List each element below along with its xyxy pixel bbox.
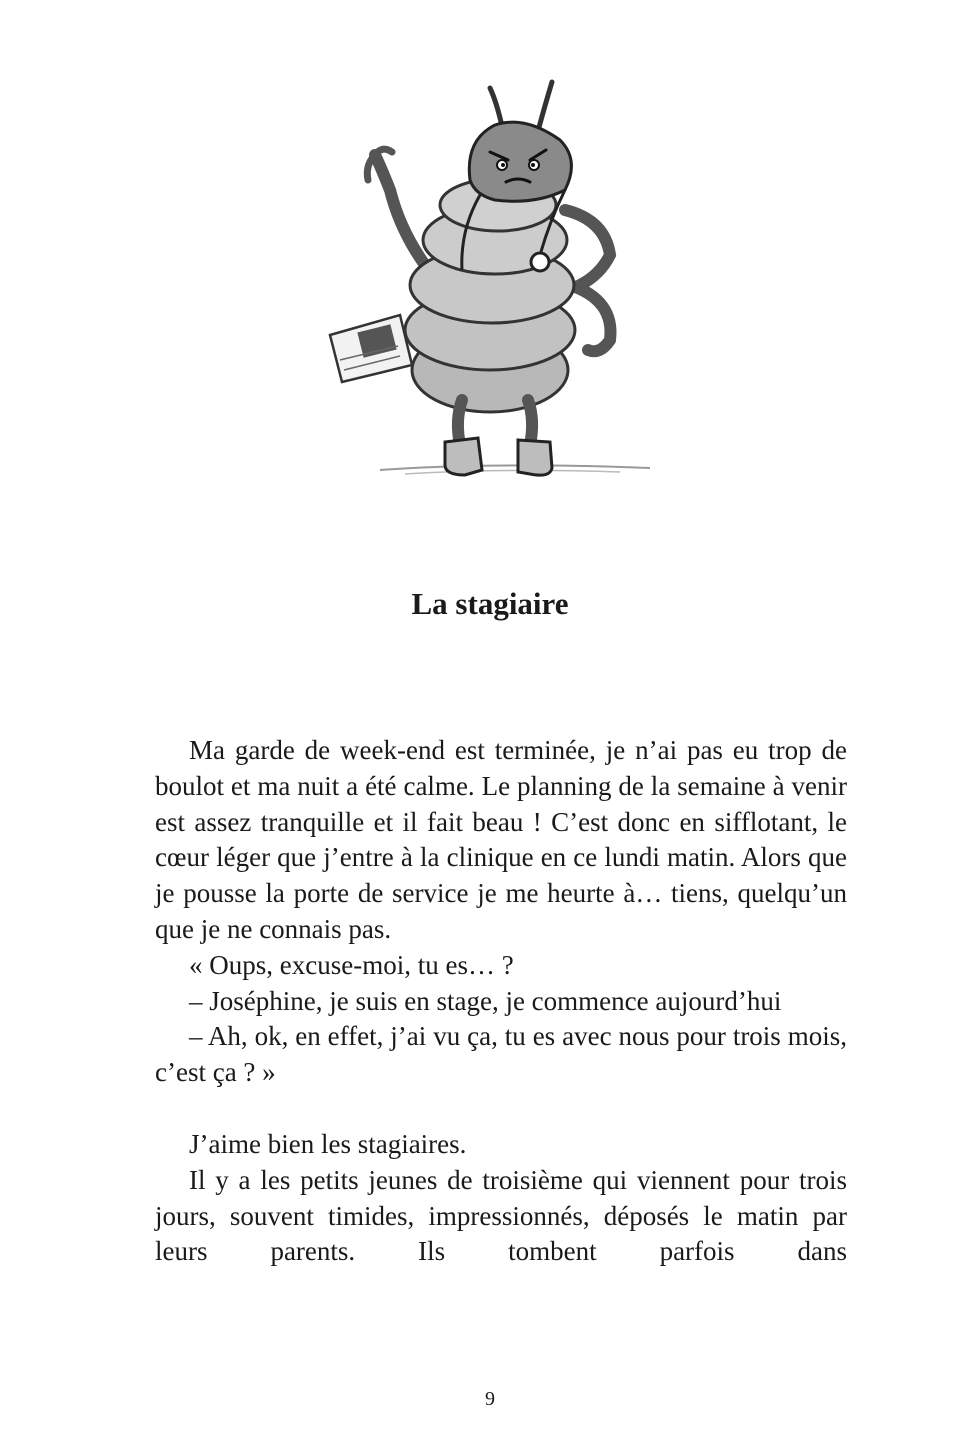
body-text: [155, 733, 847, 1270]
dialogue-line: – Ah, ok, en effet, j’ai vu ça, tu es avec nous pour trois mois, c’est ça ? »: [155, 1021, 847, 1088]
dialogue-line: « Oups, excuse-moi, tu es… ?: [189, 949, 514, 980]
dialogue-line: – Joséphine, je suis en stage, je commence aujourd’hui: [189, 985, 782, 1016]
chapter-title: La stagiaire: [411, 586, 569, 621]
page-number: 9: [485, 1388, 495, 1410]
paragraph: J’aime bien les stagiaires.: [189, 1128, 467, 1159]
paragraph: Ma garde de week-end est terminée, je n’ai pas eu trop de boulot et ma nuit a été calme. Le planning de la semaine à venir est assez tranquille et il fait beau ! C’est donc en sifflotant, le cœur léger que j’entre à la clinique en ce lundi matin. Alors que je pousse la porte de service je me heurte à… tiens, quelqu’un que je ne connais pas.: [155, 735, 847, 944]
paragraph: Il y a les petits jeunes de troisième qui viennent pour trois jours, souvent timides, impressionnés, déposés le matin par leurs parents. Ils tombent parfois dans: [155, 1164, 847, 1267]
paragraph-gap: [155, 1091, 847, 1127]
bug-doctor-illustration: [320, 70, 660, 500]
